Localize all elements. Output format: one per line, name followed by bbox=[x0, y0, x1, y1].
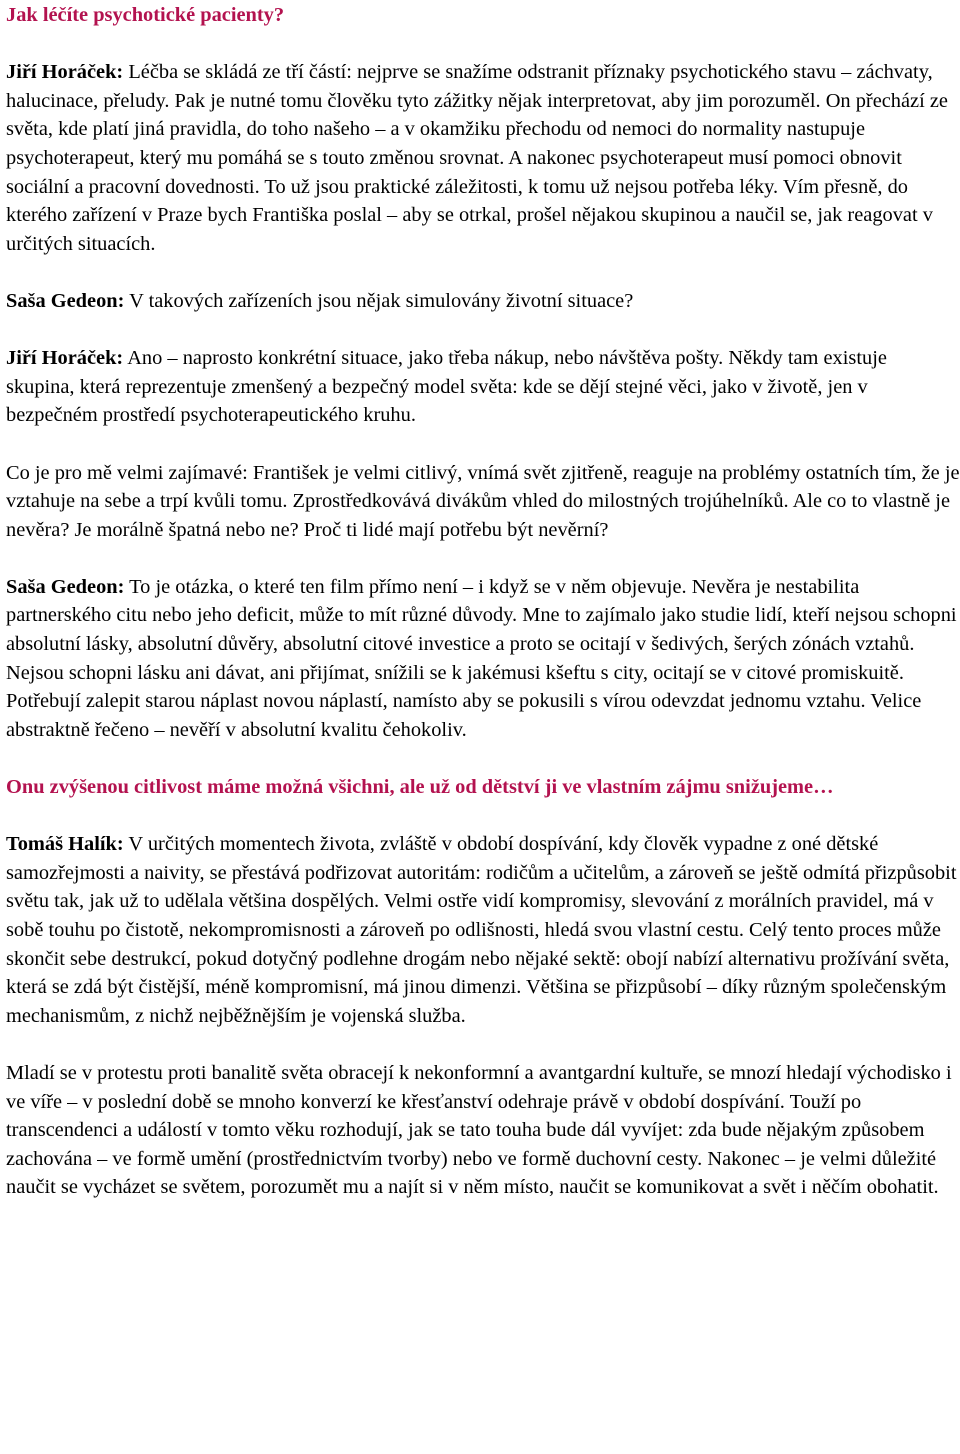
paragraph-gap bbox=[6, 430, 960, 459]
paragraph-gap bbox=[6, 744, 960, 773]
section-heading-1: Jak léčíte psychotické pacienty? bbox=[6, 4, 285, 26]
paragraph-gap bbox=[6, 258, 960, 287]
paragraph-halik-1 bbox=[6, 830, 960, 1030]
speaker-name: Jiří Horáček: bbox=[6, 61, 124, 84]
paragraph-gap bbox=[6, 544, 960, 573]
paragraph-gap bbox=[6, 802, 960, 831]
paragraph-gap bbox=[6, 1030, 960, 1059]
paragraph-gedeon-2 bbox=[6, 573, 960, 745]
paragraph-gap bbox=[6, 316, 960, 345]
speaker-name: Tomáš Halík: bbox=[6, 833, 124, 856]
speaker-name: Saša Gedeon: bbox=[6, 575, 125, 598]
section-heading-2: Onu zvýšenou citlivost máme možná všichni, ale už od dětství ji ve vlastním zájmu snižujeme… bbox=[6, 776, 834, 799]
paragraph-gedeon-1 bbox=[6, 287, 960, 316]
paragraph-infidelity: Co je pro mě velmi zajímavé: František je velmi citlivý, vnímá svět zjitřeně, reaguje na problémy ostatních tím, že je vztahuje na sebe a trpí kvůli tomu. Zprostředkovává divákům vhled do milostných trojúhelníků. Ale co to vlastně je nevěra? Je morálně špatná nebo ne? Proč ti lidé mají potřebu být nevěrní? bbox=[6, 461, 960, 541]
speaker-name: Saša Gedeon: bbox=[6, 289, 125, 312]
paragraph-text: Ano – naprosto konkrétní situace, jako třeba nákup, nebo návštěva pošty. Někdy tam existuje skupina, která reprezentuje zmenšený a bezpečný model světa: kde se dějí stejné věci, jako v životě, jen v bezpečném prostředí psychoterapeutického kruhu. bbox=[6, 347, 887, 427]
paragraph-gap bbox=[6, 30, 960, 59]
paragraph-text: Léčba se skládá ze tří částí: nejprve se snažíme odstranit příznaky psychotického stavu – záchvaty, halucinace, přeludy. Pak je nutné tomu člověku tyto zážitky nějak interpretovat, aby jim porozuměl. On přechází ze světa, kde platí jiná pravidla, do toho našeho – a v okamžiku přechodu od nemoci do normality nastupuje psychoterapeut, který mu pomáhá se s touto změnou srovnat. A nakonec psychoterapeut musí pomoci obnovit sociální a pracovní dovednosti. To už jsou praktické záležitosti, k tomu už nejsou potřeba léky. Vím přesně, do kterého zařízení v Praze bych Františka poslal – aby se otrkal, prošel nějakou skupinou a naučil se, jak reagovat v určitých situacích. bbox=[6, 61, 948, 255]
speaker-name: Jiří Horáček: bbox=[6, 347, 124, 370]
paragraph-horacek-1 bbox=[6, 58, 960, 258]
paragraph-text: To je otázka, o které ten film přímo není – i když se v něm objevuje. Nevěra je nestabilita partnerského citu nebo jeho deficit, může to mít různé důvody. Mne to zajímalo jako studie lidí, kteří nejsou schopni absolutní lásky, absolutní důvěry, absolutní citové investice a proto se ocitají v šedivých, šerých zónách vztahů. Nejsou schopni lásku ani dávat, ani přijímat, snížili se k jakémusi kšeftu s city, ocitají se v citové promiskuitě. Potřebují zalepit starou náplast novou náplastí, namísto aby se pokusili s vírou odevzdat jednomu vztahu. Velice abstraktně řečeno – nevěří v absolutní kvalitu čehokoliv. bbox=[6, 575, 957, 741]
paragraph-text: V takových zařízeních jsou nějak simulovány životní situace? bbox=[124, 289, 634, 312]
paragraph-text: V určitých momentech života, zvláště v období dospívání, kdy člověk vypadne z oné dětské samozřejmosti a naivity, se přestává podřizovat autoritám: rodičům a učitelům, a zároveň se ještě odmítá přizpůsobit světu tak, jak už to udělala většina dospělých. Velmi ostře vidí kompromisy, slevování z morálních pravidel, má v sobě touhu po čistotě, nekompromisnosti a zároveň po odlišnosti, hledá svou vlastní cestu. Celý tento proces může skončit sebe destrukcí, pokud dotyčný podlehne drogám nebo nějaké sektě: obojí nabízí alternativu prožívání světa, která se zdá být čistější, méně kompromisní, má jinou dimenzi. Většina se přizpůsobí – díky různým společenským mechanismům, z nichž nejběžnějším je vojenská služba. bbox=[6, 833, 957, 1027]
paragraph-halik-2: Mladí se v protestu proti banalitě světa obracejí k nekonformní a avantgardní kultuře, se mnozí hledají východisko i ve víře – v poslední době se mnoho konverzí ke křesťanství odehraje právě v období dospívání. Touží po transcendenci a událostí v tomto věku rozhodují, jak se tato touha bude dál vyvíjet: zda bude nějakým způsobem zachována – ve formě umění (prostřednictvím tvorby) nebo ve formě duchovní cesty. Nakonec – je velmi důležité naučit se vycházet se světem, porozumět mu a najít si v něm místo, naučit se komunikovat a svět i něčím obohatit. bbox=[6, 1061, 952, 1199]
document-page bbox=[6, 0, 960, 1202]
paragraph-horacek-2 bbox=[6, 344, 960, 430]
